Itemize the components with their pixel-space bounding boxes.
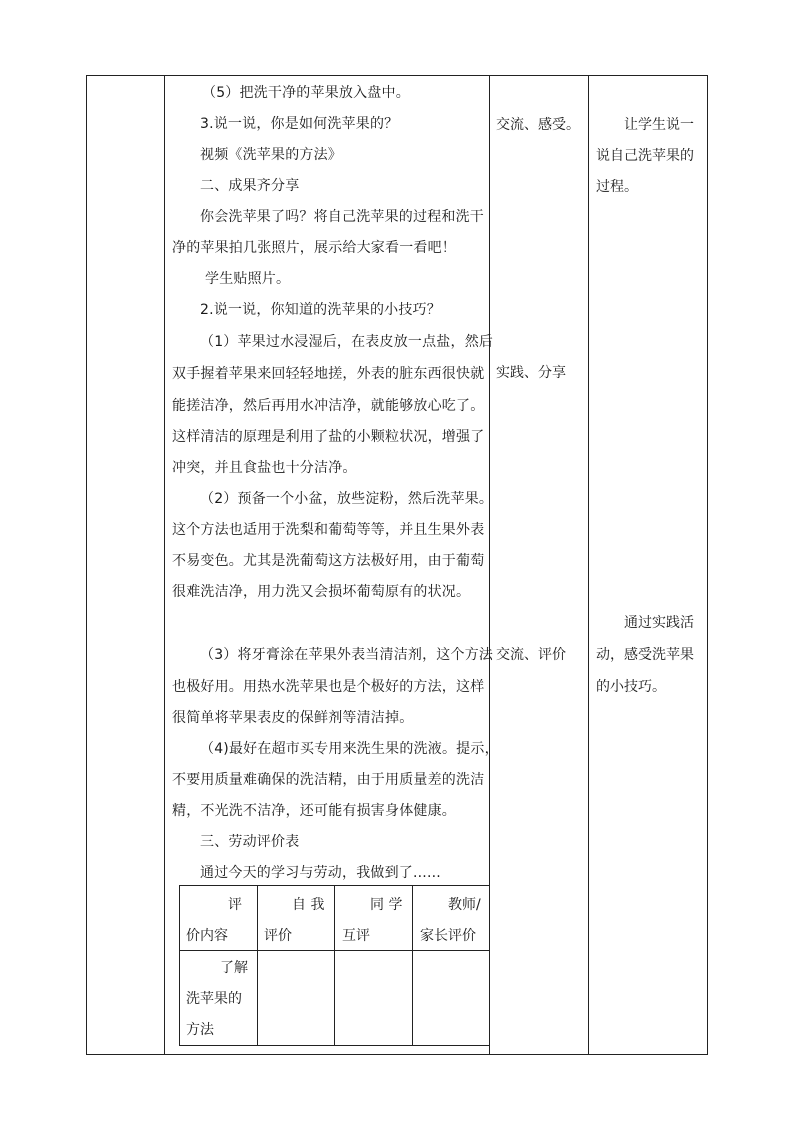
content-line: 精，不光洗不洁净，还可能有损害身体健康。	[172, 803, 456, 819]
intent-line: 说自己洗苹果的	[596, 148, 694, 164]
content-line: 2.说一说，你知道的洗苹果的小技巧？	[200, 302, 441, 318]
column-divider-2	[489, 75, 490, 1055]
content-line: （1）苹果过水浸湿后，在表皮放一点盐，然后	[200, 334, 494, 350]
eval-header-cell: 自 我	[292, 897, 325, 913]
content-line: 二、成果齐分享	[200, 178, 300, 194]
eval-col-line	[257, 885, 258, 1045]
content-line: 这样清洁的原理是利用了盐的小颗粒状况，增强了	[172, 429, 485, 445]
eval-header-cell: 评	[228, 897, 242, 913]
column-divider-1	[164, 75, 165, 1055]
content-line: （5）把洗干净的苹果放入盘中。	[202, 85, 410, 101]
content-line: 你会洗苹果了吗？将自己洗苹果的过程和洗干	[200, 209, 484, 225]
intent-line: 让学生说一	[624, 117, 694, 133]
content-line: （2）预备一个小盆，放些淀粉，然后洗苹果。	[200, 491, 494, 507]
content-line: 不易变色。尤其是洗葡萄这方法极好用，由于葡萄	[172, 553, 485, 569]
eval-header-cell: 教师/	[448, 897, 481, 913]
eval-row-cell: 了解	[220, 960, 248, 976]
intent-line: 动，感受洗苹果	[596, 647, 694, 663]
content-line: （3）将牙膏涂在苹果外表当清洁剂，这个方法	[200, 647, 494, 663]
content-line: 学生贴照片。	[205, 271, 291, 287]
eval-row-cell: 洗苹果的	[186, 991, 242, 1007]
table-right-border	[707, 75, 708, 1055]
intent-line: 通过实践活	[624, 615, 694, 631]
content-line: 通过今天的学习与劳动，我做到了......	[200, 865, 441, 881]
intent-line: 过程。	[596, 179, 638, 195]
eval-header-cell: 同 学	[370, 897, 403, 913]
eval-col-line	[412, 885, 413, 1045]
eval-table-bottom-border	[179, 1045, 489, 1046]
content-line: 视频《洗苹果的方法》	[200, 147, 342, 163]
eval-header-cell: 互评	[342, 928, 370, 944]
eval-row-cell: 方法	[186, 1022, 214, 1038]
content-line: 很难洗洁净，用力洗又会损坏葡萄原有的状况。	[172, 584, 471, 600]
content-line: 能搓洁净，然后再用水冲洁净，就能够放心吃了。	[172, 398, 485, 414]
content-line: 双手握着苹果来回轻轻地搓，外表的脏东西很快就	[172, 366, 485, 382]
eval-header-cell: 价内容	[186, 928, 228, 944]
content-line: 净的苹果拍几张照片，展示给大家看一看吧！	[172, 240, 456, 256]
intent-line: 的小技巧。	[596, 679, 666, 695]
eval-header-cell: 评价	[264, 928, 292, 944]
eval-header-cell: 家长评价	[420, 928, 476, 944]
table-bottom-border	[86, 1054, 708, 1055]
content-line: 三、劳动评价表	[200, 834, 300, 850]
content-line: （4)最好在超市买专用来洗生果的洗液。提示，	[200, 741, 499, 757]
content-line: 不要用质量难确保的洗洁精，由于用质量差的洗洁	[172, 772, 485, 788]
eval-col-line	[179, 885, 180, 1045]
content-line: 这个方法也适用于洗梨和葡萄等等，并且生果外表	[172, 522, 485, 538]
content-line: 也极好用。用热水洗苹果也是个极好的方法，这样	[172, 679, 485, 695]
activity-label: 实践、分享	[496, 365, 566, 381]
column-divider-3	[588, 75, 589, 1055]
content-line: 3.说一说，你是如何洗苹果的？	[200, 116, 399, 132]
eval-col-line	[334, 885, 335, 1045]
content-line: 冲突，并且食盐也十分洁净。	[172, 460, 357, 476]
activity-label: 交流、评价	[496, 647, 566, 663]
table-left-border	[86, 75, 87, 1055]
table-top-border	[86, 75, 708, 76]
activity-label: 交流、感受。	[496, 117, 580, 133]
content-line: 很简单将苹果表皮的保鲜剂等清洁掉。	[172, 710, 414, 726]
